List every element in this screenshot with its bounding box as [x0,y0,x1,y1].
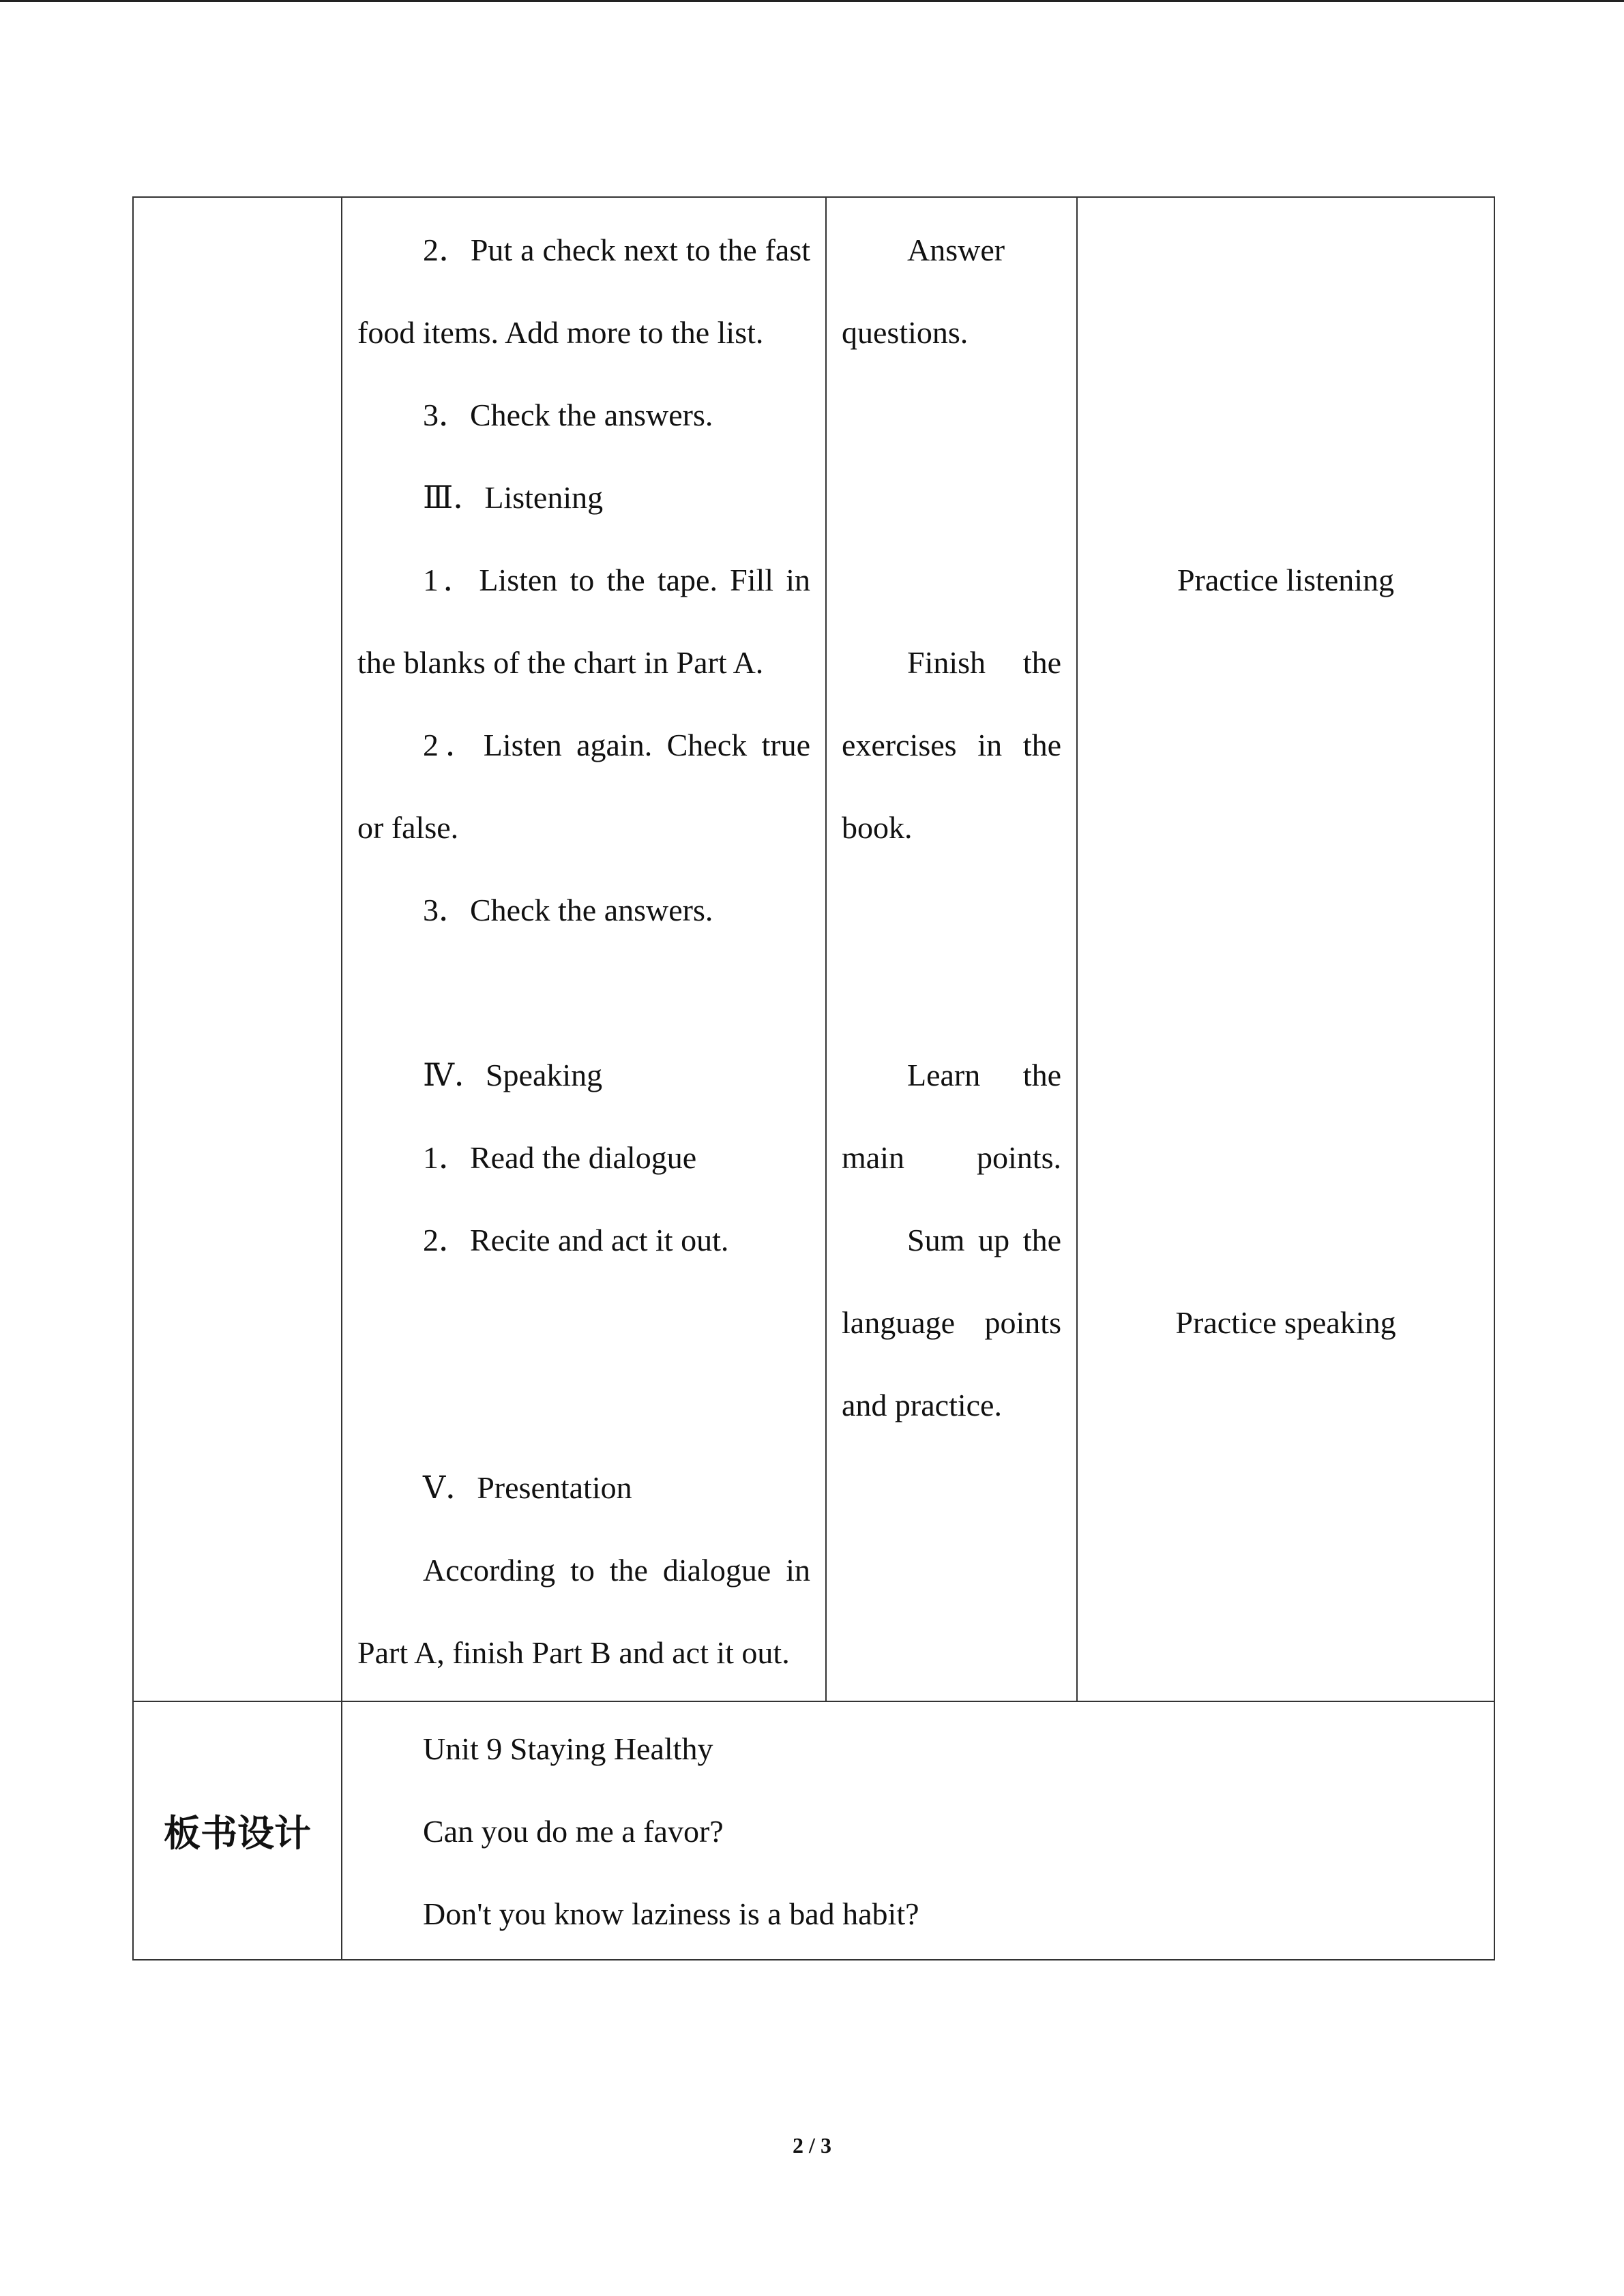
listening-item-2: 2．Listen again. Check true or false. [357,728,810,845]
lesson-plan-table [132,196,1495,1960]
purpose-listening: Practice listening [1177,563,1395,597]
procedure-label-cell [133,197,342,1701]
presentation-heading: Ⅴ．Presentation [423,1470,632,1505]
presentation-body: According to the dialogue in Part A, finish Part B and act it out. [357,1553,810,1670]
intro-item-3: 3．Check the answers. [423,398,713,432]
board-design-content-cell [342,1701,1494,1960]
activity-learn-points: Learn the main points. [842,1058,1061,1175]
speaking-item-1: 1．Read the dialogue [423,1140,697,1175]
purpose-speaking: Practice speaking [1175,1305,1396,1340]
speaking-item-2: 2．Recite and act it out. [423,1223,729,1257]
top-rule [0,0,1624,2]
speaking-heading: Ⅳ．Speaking [423,1058,603,1092]
board-design-label: 板书设计 [164,1812,311,1855]
activity-sum-up: Sum up the language points and practice. [842,1223,1061,1422]
board-design-row [133,1701,1494,1960]
student-activities-cell [826,197,1077,1701]
board-line-1: Unit 9 Staying Healthy [423,1731,713,1766]
board-line-3: Don't you know laziness is a bad habit? [423,1896,919,1931]
activity-answer-questions: Answer questions. [842,233,1005,350]
board-line-2: Can you do me a favor? [423,1814,724,1849]
intro-item-2: 2．Put a check next to the fast food items. Add more to the list. [357,233,810,350]
listening-heading: Ⅲ．Listening [423,480,604,515]
teacher-activities-cell [342,197,826,1701]
purpose-cell [1077,197,1494,1701]
activity-finish-exercises: Finish the exercises in the book. [842,645,1061,845]
listening-item-1: 1．Listen to the tape. Fill in the blanks of the chart in Part A. [357,563,810,680]
listening-item-3: 3．Check the answers. [423,893,713,927]
board-design-label-cell [133,1701,342,1960]
procedure-row [133,197,1494,1701]
page-number: 2 / 3 [793,2133,831,2158]
